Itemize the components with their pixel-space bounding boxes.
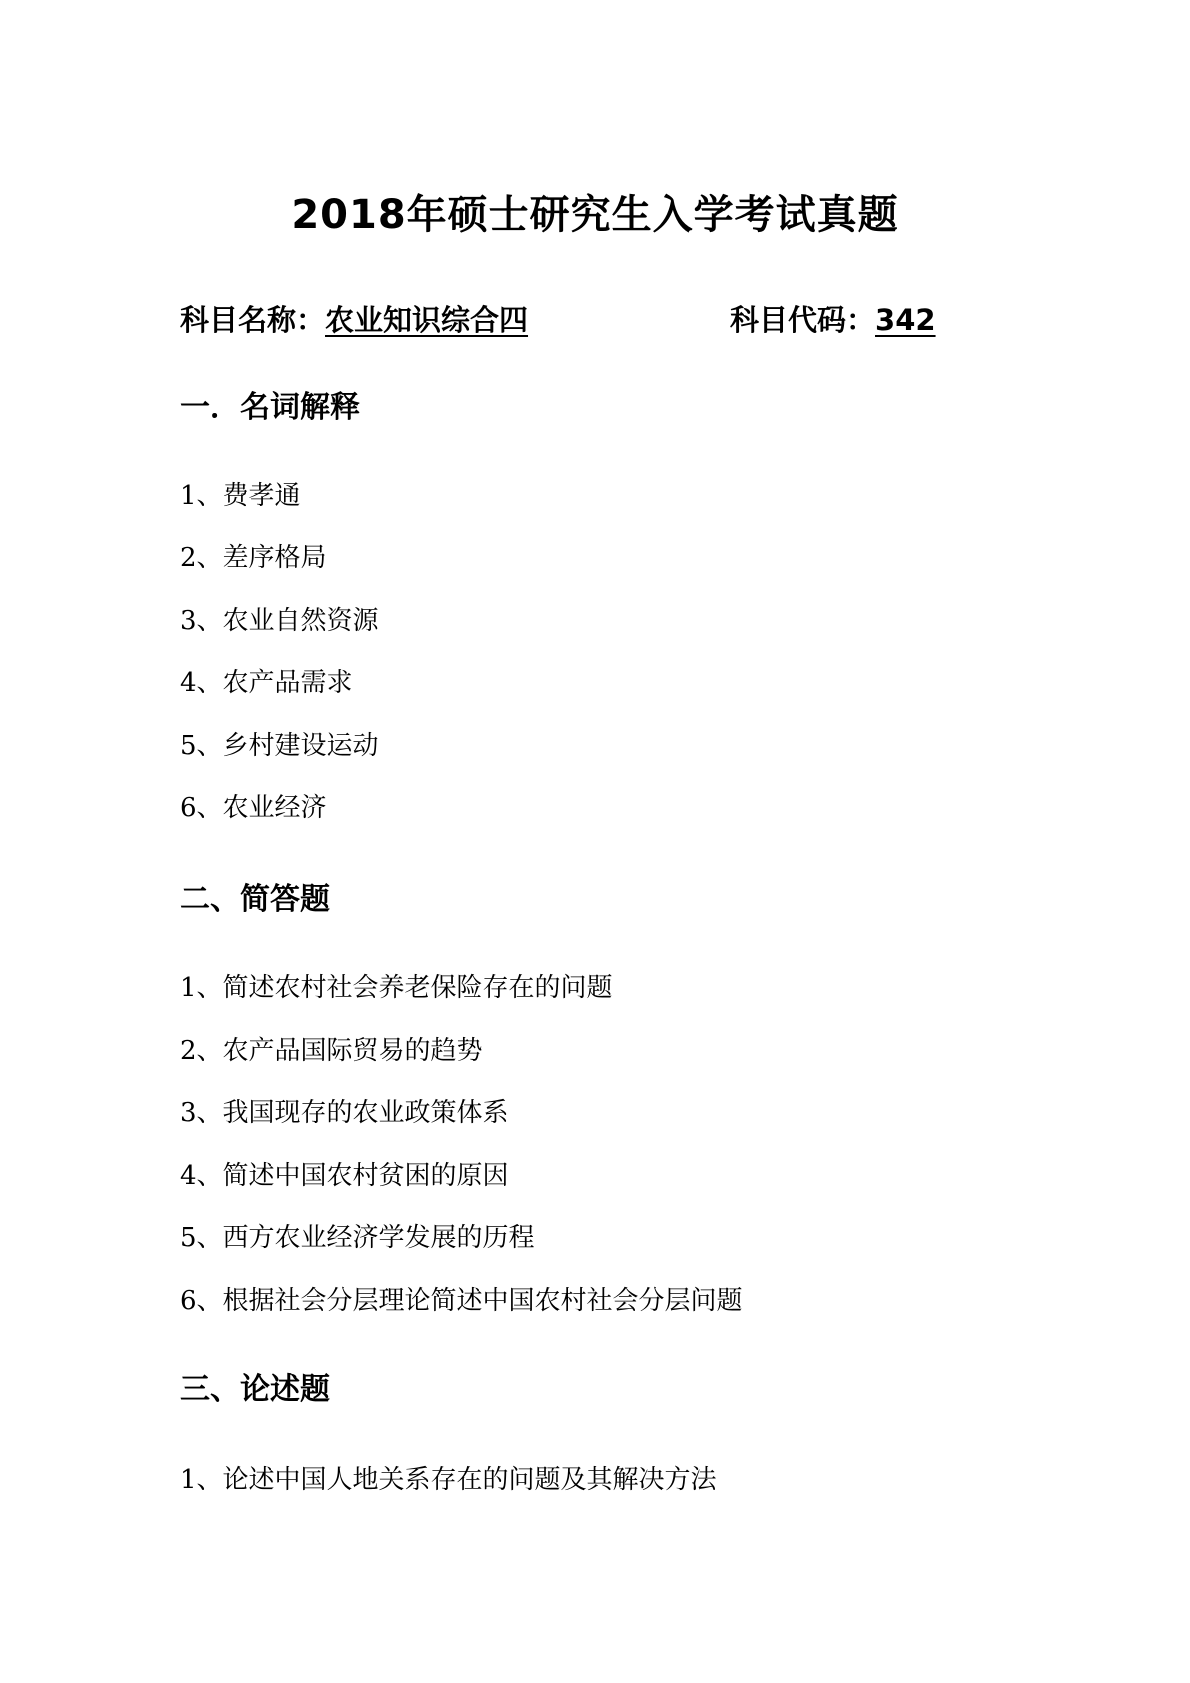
- section-heading: 三、论述题: [180, 1372, 330, 1407]
- list-item: 1、费孝通: [180, 481, 301, 511]
- subject-code-value: 342: [875, 303, 936, 337]
- list-item: 2、差序格局: [180, 543, 327, 573]
- list-item: 5、西方农业经济学发展的历程: [180, 1223, 535, 1253]
- list-item: 1、论述中国人地关系存在的问题及其解决方法: [180, 1465, 717, 1495]
- list-item: 3、我国现存的农业政策体系: [180, 1098, 509, 1128]
- section-heading: 二、简答题: [180, 882, 330, 917]
- list-item: 4、农产品需求: [180, 668, 353, 698]
- list-item: 3、农业自然资源: [180, 606, 379, 636]
- list-item: 5、乡村建设运动: [180, 731, 379, 761]
- subject-name-label: 科目名称：: [180, 303, 326, 337]
- list-item: 1、简述农村社会养老保险存在的问题: [180, 973, 613, 1003]
- list-item: 4、简述中国农村贫困的原因: [180, 1161, 509, 1191]
- page-title: 2018年硕士研究生入学考试真题: [291, 192, 899, 238]
- subject-code-label: 科目代码：: [730, 303, 876, 337]
- subject-code-row: [730, 300, 945, 340]
- list-item: 2、农产品国际贸易的趋势: [180, 1036, 483, 1066]
- list-item: 6、根据社会分层理论简述中国农村社会分层问题: [180, 1286, 743, 1316]
- subject-name-row: [180, 300, 528, 340]
- subject-name-value: 农业知识综合四: [325, 303, 529, 337]
- list-item: 6、农业经济: [180, 793, 327, 823]
- section-heading: 一．名词解释: [180, 390, 360, 425]
